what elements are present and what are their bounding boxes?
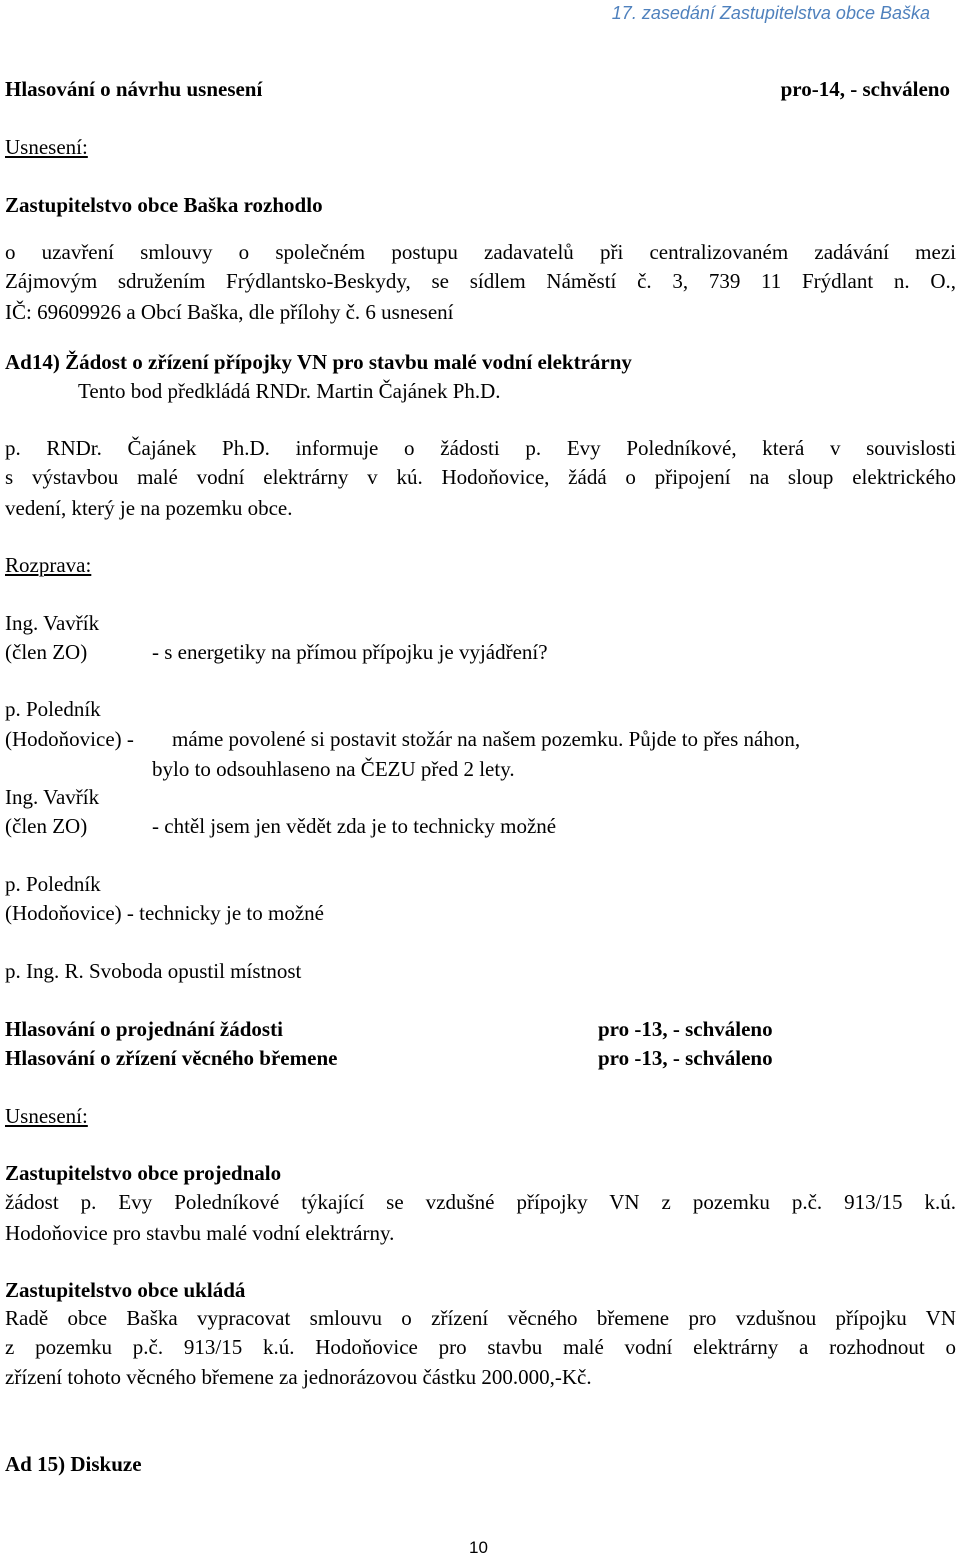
resolution-imposes: Zastupitelstvo obce ukládá (5, 1278, 246, 1302)
vote-result: pro -13, - schváleno (598, 1046, 773, 1070)
page-header-title: 17. zasedání Zastupitelstva obce Baška (611, 3, 930, 23)
item-text-line: s výstavbou malé vodní elektrárny v kú. Hodoňovice, žádá o připojení na sloup elektrického (5, 465, 956, 489)
resolution-decided: Zastupitelstvo obce Baška rozhodlo (5, 193, 323, 217)
vote-result: pro-14, - schváleno (780, 77, 950, 101)
speaker-name: p. Poledník (5, 872, 101, 896)
speaker-statement: - s energetiky na přímou přípojku je vyjádření? (152, 640, 548, 664)
vote-label: Hlasování o projednání žádosti (5, 1017, 283, 1041)
resolution-text-line: Radě obce Baška vypracovat smlouvu o zřízení věcného břemene pro vzdušnou přípojku VN (5, 1306, 956, 1330)
leave-note: p. Ing. R. Svoboda opustil místnost (5, 959, 302, 983)
agenda-item-title: Ad14) Žádost o zřízení přípojky VN pro stavbu malé vodní elektrárny (5, 350, 632, 374)
speaker-statement: máme povolené si postavit stožár na našem pozemku. Půjde to přes náhon, (172, 727, 801, 751)
speaker-name: p. Poledník (5, 697, 101, 721)
agenda-item-title: Ad 15) Diskuze (5, 1452, 142, 1476)
agenda-item-presenter: Tento bod předkládá RNDr. Martin Čajánek Ph.D. (78, 379, 501, 403)
resolution-text-line: žádost p. Evy Poledníkové týkající se vzdušné přípojky VN z pozemku p.č. 913/15 k.ú. (5, 1190, 956, 1214)
resolution-text-line: o uzavření smlouvy o společném postupu zadavatelů při centralizovaném zadávání mezi (5, 240, 956, 264)
resolution-heading: Usnesení: (5, 135, 88, 159)
resolution-discussed: Zastupitelstvo obce projednalo (5, 1161, 282, 1185)
vote-result: pro -13, - schváleno (598, 1017, 773, 1041)
speaker-role: (Hodoňovice) - (5, 727, 134, 751)
item-text-line: vedení, který je na pozemku obce. (5, 496, 293, 520)
speaker-role: (člen ZO) (5, 814, 88, 838)
speaker-statement: bylo to odsouhlaseno na ČEZU před 2 lety. (152, 757, 515, 781)
speaker-name: Ing. Vavřík (5, 611, 100, 635)
vote-label: Hlasování o zřízení věcného břemene (5, 1046, 338, 1070)
item-text-line: p. RNDr. Čajánek Ph.D. informuje o žádosti p. Evy Poledníkové, která v souvislosti (5, 436, 956, 460)
resolution-heading: Usnesení: (5, 1104, 88, 1128)
resolution-text-line: Hodoňovice pro stavbu malé vodní elektrárny. (5, 1221, 395, 1245)
resolution-text-line: zřízení tohoto věcného břemene za jednorázovou částku 200.000,-Kč. (5, 1365, 592, 1389)
speaker-name: Ing. Vavřík (5, 785, 100, 809)
resolution-text-line: Zájmovým sdružením Frýdlantsko-Beskydy, se sídlem Náměstí č. 3, 739 11 Frýdlant n. O., (5, 269, 956, 293)
page-number: 10 (469, 1538, 488, 1557)
speaker-statement: (Hodoňovice) - technicky je to možné (5, 901, 324, 925)
vote-label: Hlasování o návrhu usnesení (5, 77, 263, 101)
speaker-role: (člen ZO) (5, 640, 88, 664)
resolution-text-line: IČ: 69609926 a Obcí Baška, dle přílohy č. 6 usnesení (5, 300, 454, 324)
resolution-text-line: z pozemku p.č. 913/15 k.ú. Hodoňovice pro stavbu malé vodní elektrárny a rozhodnout o (5, 1335, 956, 1359)
discussion-heading: Rozprava: (5, 553, 92, 577)
speaker-statement: - chtěl jsem jen vědět zda je to technicky možné (152, 814, 557, 838)
